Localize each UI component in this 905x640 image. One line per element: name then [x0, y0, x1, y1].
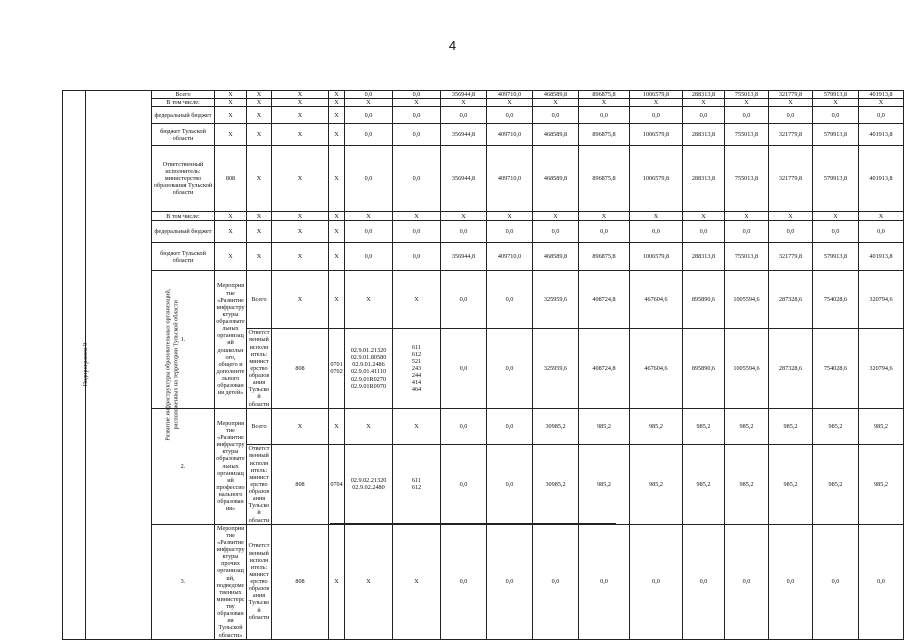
cell: Х — [683, 99, 725, 107]
subprogram-label: Подпрограмма 9 — [82, 343, 90, 387]
value-cell: 325959,6 — [533, 271, 579, 329]
value-cell: 985,2 — [859, 408, 904, 445]
row-label: В том числе: — [152, 99, 215, 107]
value-cell: 0,0 — [683, 107, 725, 124]
value-cell: 0,0 — [487, 524, 533, 639]
cell: Х — [272, 99, 329, 107]
value-cell: 288313,8 — [683, 243, 725, 271]
value-cell: 0,0 — [345, 124, 393, 146]
value-cell: 401913,8 — [859, 146, 904, 212]
value-cell: 409710,0 — [487, 91, 533, 99]
m1-total-row — [63, 271, 904, 329]
section-codes — [329, 329, 345, 408]
value-cell: 0,0 — [441, 221, 487, 243]
cell: Х — [345, 99, 393, 107]
type-codes — [393, 445, 441, 524]
value-cell: 288313,8 — [683, 146, 725, 212]
value-cell: 755013,8 — [725, 91, 769, 99]
cell: Х — [329, 91, 345, 99]
value-cell: 321779,8 — [769, 91, 813, 99]
cell: Х — [247, 124, 272, 146]
page-number: 4 — [448, 38, 457, 53]
cell: Х — [215, 91, 247, 99]
row-label: бюджет Тульской области — [152, 243, 215, 271]
cell: Х — [215, 107, 247, 124]
value-cell: 985,2 — [859, 445, 904, 524]
cell: Х — [813, 99, 859, 107]
cell: Х — [329, 212, 345, 221]
cell: Х — [215, 99, 247, 107]
cell: Х — [769, 99, 813, 107]
cell: Х — [769, 212, 813, 221]
value-cell: 0,0 — [725, 221, 769, 243]
cell: Х — [272, 408, 329, 445]
executor-label: Ответственный исполнитель: министерство образования Тульской области — [152, 146, 215, 212]
cell: Х — [487, 99, 533, 107]
value-cell: 0,0 — [393, 91, 441, 99]
sp-regional-row-2 — [63, 243, 904, 271]
cell: Х — [272, 146, 329, 212]
value-cell: 0,0 — [813, 524, 859, 639]
value-cell: 0,0 — [683, 221, 725, 243]
code-cell: 808 — [272, 524, 329, 639]
value-cell: 0,0 — [441, 445, 487, 524]
value-cell: 579913,8 — [813, 146, 859, 212]
value-cell: 408724,8 — [579, 329, 630, 408]
code-cell: 808 — [272, 329, 329, 408]
row-label: В том числе: — [152, 212, 215, 221]
sp-including-row-2 — [63, 212, 904, 221]
value-cell: 1006579,8 — [630, 91, 683, 99]
value-cell: 0,0 — [533, 107, 579, 124]
value-cell: 985,2 — [769, 408, 813, 445]
cell: Х — [441, 212, 487, 221]
value-cell: 0,0 — [813, 221, 859, 243]
value-cell: 896875,8 — [579, 124, 630, 146]
measure-name: Мероприятие «Развитие инфраструктуры прочих организаций, подведомственных министерству образования Тульской области» — [216, 524, 245, 639]
value-cell: 985,2 — [683, 408, 725, 445]
target-codes — [345, 329, 393, 408]
target-codes — [345, 445, 393, 524]
value-cell: 0,0 — [859, 107, 904, 124]
value-cell: 1006579,8 — [630, 124, 683, 146]
value-cell: 320794,6 — [859, 329, 904, 408]
value-cell: 0,0 — [487, 107, 533, 124]
value-cell: 895890,6 — [683, 271, 725, 329]
value-cell: 0,0 — [579, 107, 630, 124]
value-cell: 0,0 — [630, 107, 683, 124]
value-cell: 985,2 — [630, 408, 683, 445]
value-cell: 1006579,8 — [630, 146, 683, 212]
value-cell: 0,0 — [579, 524, 630, 639]
value-cell: 0,0 — [859, 221, 904, 243]
value-cell: 896875,8 — [579, 146, 630, 212]
type-code: 612 — [411, 350, 422, 358]
value-cell: 0,0 — [393, 146, 441, 212]
section-code: 0704 — [330, 480, 343, 488]
value-cell: 0,0 — [393, 124, 441, 146]
cell: Х — [345, 408, 393, 445]
cell: Х — [329, 124, 345, 146]
value-cell: 0,0 — [441, 408, 487, 445]
budget-table — [62, 90, 904, 640]
measure-name: Мероприятие «Развитие инфраструктуры образовательных организаций профессионального образования» — [215, 408, 247, 524]
value-cell: 985,2 — [683, 445, 725, 524]
value-cell: 287328,6 — [769, 271, 813, 329]
cell: Х — [247, 107, 272, 124]
value-cell: 1006579,8 — [630, 243, 683, 271]
value-cell: 468589,8 — [533, 91, 579, 99]
sp-including-row — [63, 99, 904, 107]
value-cell: 408724,8 — [579, 271, 630, 329]
cell: Х — [247, 221, 272, 243]
target-code: 02.9.02.21320 — [350, 477, 387, 485]
value-cell: 1005594,6 — [725, 271, 769, 329]
value-cell: 356944,8 — [441, 243, 487, 271]
cell: Х — [393, 99, 441, 107]
cell: Х — [272, 221, 329, 243]
value-cell: 356944,8 — [441, 124, 487, 146]
value-cell: 321779,8 — [769, 146, 813, 212]
value-cell: 0,0 — [441, 107, 487, 124]
value-cell: 409710,0 — [487, 243, 533, 271]
cell: Х — [272, 107, 329, 124]
value-cell: 896875,8 — [579, 243, 630, 271]
value-cell: 0,0 — [859, 524, 904, 639]
cell: Х — [247, 212, 272, 221]
value-cell: 755013,8 — [725, 124, 769, 146]
value-cell: 895890,6 — [683, 329, 725, 408]
value-cell: 0,0 — [630, 221, 683, 243]
sp-executor-row — [63, 146, 904, 212]
cell: Х — [859, 212, 904, 221]
value-cell: 0,0 — [630, 524, 683, 639]
value-cell: 896875,8 — [579, 91, 630, 99]
value-cell: 467604,6 — [630, 271, 683, 329]
value-cell: 0,0 — [487, 271, 533, 329]
value-cell: 287328,6 — [769, 329, 813, 408]
value-cell: 401913,8 — [859, 91, 904, 99]
cell: Х — [272, 212, 329, 221]
cell: Х — [215, 212, 247, 221]
value-cell: 579913,8 — [813, 124, 859, 146]
row-label: федеральный бюджет — [152, 221, 215, 243]
row-label: федеральный бюджет — [152, 107, 215, 124]
target-code: 02.9.01.80580 — [350, 354, 387, 362]
footer-divider — [330, 523, 616, 524]
section-code: 0702 — [330, 368, 343, 376]
value-cell: 985,2 — [725, 408, 769, 445]
value-cell: 288313,8 — [683, 91, 725, 99]
measure-num: 2. — [152, 408, 215, 524]
value-cell: 0,0 — [725, 107, 769, 124]
value-cell: 409710,0 — [487, 124, 533, 146]
row-label: бюджет Тульской области — [152, 124, 215, 146]
value-cell: 0,0 — [487, 329, 533, 408]
cell: Х — [393, 408, 441, 445]
cell: Х — [329, 99, 345, 107]
value-cell: 467604,6 — [630, 329, 683, 408]
value-cell: 30985,2 — [533, 445, 579, 524]
cell: Х — [329, 221, 345, 243]
cell: Х — [247, 243, 272, 271]
cell: Х — [579, 99, 630, 107]
section-code: 0701 — [330, 361, 343, 369]
type-code: 611 — [411, 343, 422, 351]
value-cell: 754028,6 — [813, 271, 859, 329]
section-codes — [329, 445, 345, 524]
cell: Х — [272, 271, 329, 329]
sp-federal-row-2 — [63, 221, 904, 243]
executor-label: Ответственный исполнитель: министерство образования Тульской области — [248, 445, 270, 524]
cell: Х — [329, 243, 345, 271]
measure-name: Мероприятие «Развитие инфраструктуры образовательных организаций дошкольного, общего и дополнительного образования детей» — [215, 271, 247, 408]
measure-num: 1. — [152, 271, 215, 408]
value-cell: 0,0 — [441, 329, 487, 408]
value-cell: 0,0 — [813, 107, 859, 124]
target-code: 02.9.01R0970 — [350, 382, 387, 390]
cell: Х — [630, 99, 683, 107]
value-cell: 0,0 — [579, 221, 630, 243]
cell: Х — [272, 124, 329, 146]
value-cell: 985,2 — [813, 445, 859, 524]
value-cell: 0,0 — [487, 221, 533, 243]
value-cell: 579913,8 — [813, 243, 859, 271]
value-cell: 468589,8 — [533, 243, 579, 271]
cell: Х — [441, 99, 487, 107]
value-cell: 401913,8 — [859, 124, 904, 146]
type-code: 243 — [411, 364, 422, 372]
cell: Х — [345, 271, 393, 329]
cell: Х — [329, 524, 345, 639]
cell: Х — [272, 91, 329, 99]
value-cell: 468589,8 — [533, 124, 579, 146]
value-cell: 325959,6 — [533, 329, 579, 408]
row-label: Всего — [152, 91, 215, 99]
cell: Х — [683, 212, 725, 221]
cell: Х — [579, 212, 630, 221]
target-code: 02.9.02.2480 — [352, 484, 385, 492]
subprogram-title: Развитие инфраструктуры образовательных организаций, расположенных на территории Тульской области — [164, 288, 179, 441]
measure-num: 3. — [152, 524, 215, 639]
cell: Х — [329, 107, 345, 124]
type-code: 244 — [411, 372, 422, 379]
value-cell: 579913,8 — [813, 91, 859, 99]
cell: Х — [725, 99, 769, 107]
value-cell: 0,0 — [345, 91, 393, 99]
subprogram-title-cell — [86, 91, 179, 640]
value-cell: 985,2 — [813, 408, 859, 445]
value-cell: 0,0 — [393, 221, 441, 243]
cell: Х — [247, 91, 272, 99]
cell: Х — [247, 99, 272, 107]
value-cell: 0,0 — [487, 408, 533, 445]
cell: Х — [859, 99, 904, 107]
cell: Х — [533, 212, 579, 221]
row-label: Всего — [247, 408, 272, 445]
value-cell: 985,2 — [630, 445, 683, 524]
value-cell: 0,0 — [441, 524, 487, 639]
executor-label: Ответственный исполнитель: министерство образования Тульской области — [248, 329, 270, 408]
target-code: 02.9.01.2486 — [352, 361, 385, 369]
cell: Х — [725, 212, 769, 221]
cell: Х — [393, 212, 441, 221]
value-cell: 0,0 — [441, 271, 487, 329]
sp-federal-row — [63, 107, 904, 124]
row-label: Всего — [247, 271, 272, 329]
target-code: 02.9.01R0270 — [350, 375, 387, 383]
value-cell: 755013,8 — [725, 243, 769, 271]
value-cell: 1005594,6 — [725, 329, 769, 408]
cell: Х — [345, 212, 393, 221]
type-code: 611 — [411, 477, 422, 485]
cell: Х — [630, 212, 683, 221]
type-code: 464 — [411, 386, 422, 394]
code-cell: 808 — [272, 445, 329, 524]
m3-executor-row — [63, 524, 904, 639]
cell: Х — [272, 243, 329, 271]
value-cell: 0,0 — [683, 524, 725, 639]
value-cell: 0,0 — [393, 107, 441, 124]
value-cell: 0,0 — [345, 243, 393, 271]
cell: Х — [329, 271, 345, 329]
cell: Х — [247, 146, 272, 212]
value-cell: 401913,8 — [859, 243, 904, 271]
sp-total-row — [63, 91, 904, 99]
value-cell: 30985,2 — [533, 408, 579, 445]
value-cell: 0,0 — [345, 107, 393, 124]
value-cell: 985,2 — [579, 445, 630, 524]
value-cell: 0,0 — [345, 146, 393, 212]
code-cell: 808 — [215, 146, 247, 212]
value-cell: 0,0 — [769, 107, 813, 124]
target-code: 02.9.01.41110 — [350, 368, 387, 376]
value-cell: 409710,0 — [487, 146, 533, 212]
type-code: 612 — [411, 484, 422, 492]
cell: Х — [329, 146, 345, 212]
cell: Х — [533, 99, 579, 107]
value-cell: 754028,6 — [813, 329, 859, 408]
value-cell: 985,2 — [579, 408, 630, 445]
type-codes — [393, 329, 441, 408]
value-cell: 0,0 — [345, 221, 393, 243]
executor-label: Ответственный исполнитель: министерство образования Тульской области — [247, 524, 272, 639]
value-cell: 755013,8 — [725, 146, 769, 212]
value-cell: 321779,8 — [769, 124, 813, 146]
subprogram-label-cell — [63, 91, 90, 640]
value-cell: 0,0 — [769, 524, 813, 639]
m2-total-row — [63, 408, 904, 445]
value-cell: 985,2 — [725, 445, 769, 524]
value-cell: 288313,8 — [683, 124, 725, 146]
value-cell: 0,0 — [487, 445, 533, 524]
target-code: 02.9.01.21320 — [350, 347, 387, 355]
cell: Х — [345, 524, 393, 639]
value-cell: 356944,8 — [441, 146, 487, 212]
type-code: 521 — [411, 357, 422, 365]
sp-regional-row — [63, 124, 904, 146]
type-code: 414 — [411, 379, 422, 387]
value-cell: 321779,8 — [769, 243, 813, 271]
value-cell: 320794,6 — [859, 271, 904, 329]
cell: Х — [393, 524, 441, 639]
cell: Х — [813, 212, 859, 221]
value-cell: 0,0 — [725, 524, 769, 639]
cell: Х — [487, 212, 533, 221]
cell: Х — [215, 221, 247, 243]
value-cell: 985,2 — [769, 445, 813, 524]
value-cell: 0,0 — [533, 524, 579, 639]
cell: Х — [215, 124, 247, 146]
value-cell: 0,0 — [533, 221, 579, 243]
cell: Х — [393, 271, 441, 329]
value-cell: 356944,8 — [441, 91, 487, 99]
value-cell: 0,0 — [393, 243, 441, 271]
cell: Х — [215, 243, 247, 271]
value-cell: 0,0 — [769, 221, 813, 243]
value-cell: 468589,8 — [533, 146, 579, 212]
cell: Х — [329, 408, 345, 445]
